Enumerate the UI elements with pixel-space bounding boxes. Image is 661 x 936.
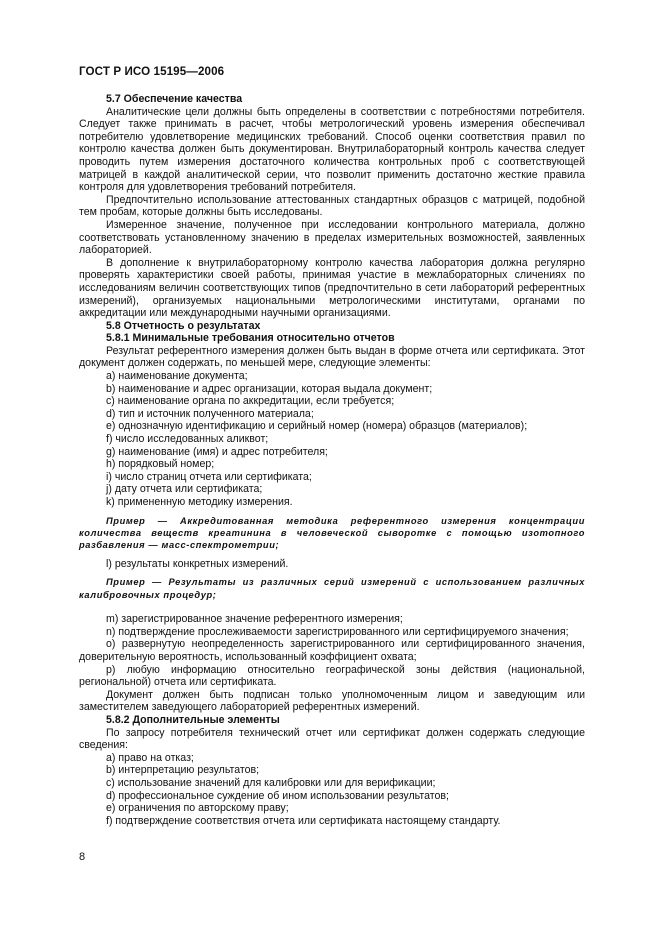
list-item: c) использование значений для калибровки или для верификации; <box>106 776 436 789</box>
example-note: Пример — Аккредитованная методика референтного измерения концентрации количества веществ креатинина в человеческой сыворотке с помощью изотопного разбавления — масс-спектрометрии; <box>79 515 585 551</box>
list-item: p) любую информацию относительно географической зоны действия (национальной, региональной) отчета или сертификата. <box>79 663 585 689</box>
list-item: a) право на отказ; <box>106 751 194 764</box>
paragraph: Предпочтительно использование аттестованных стандартных образцов с матрицей, подобной тем пробам, которые должны быть исследованы. <box>79 193 585 219</box>
list-item: o) развернутую неопределенность зарегистрированного или сертифицированного значения, доверительную вероятность, использованный коэффициент охвата; <box>79 638 585 663</box>
list-item: a) наименование документа; <box>106 370 248 383</box>
list-item: g) наименование (имя) и адрес потребителя; <box>106 445 328 458</box>
list-item: n) подтверждение прослеживаемости зарегистрированного или сертифицируемого значения; <box>106 625 569 638</box>
paragraph: Измеренное значение, полученное при исследовании контрольного материала, должно соответствовать установленному значению в пределах измерительных возможностей, заявленных лабораторией. <box>79 218 585 257</box>
section-5-8-2-heading: 5.8.2 Дополнительные элементы <box>106 713 280 726</box>
paragraph: В дополнение к внутрилабораторному контролю качества лаборатория должна регулярно проверять характеристики своей работы, принимая участие в межлабораторных сличениях по исследованиям величин соответствующих типов (предпочтительно в сети лабораторий референтных измерений), организуемых национальными метрологическими институтами, органами по аккредитации или международными научными организациями. <box>79 256 585 320</box>
paragraph: Аналитические цели должны быть определены в соответствии с потребностями потребителя. Следует также принимать в расчет, чтобы метрологический уровень измерения обеспечивал потребителю удовлетворение медицинских требований. Способ оценки соответствия правил по контролю качества должен быть документирован. Внутрилабораторный контроль качества следует проводить путем измерения достаточного количества контрольных проб с соответствующей матрицей в каждой аналитической серии, что позволит применить достаточно жесткие правила контроля для удовлетворения требований потребителя. <box>79 105 585 194</box>
paragraph: По запросу потребителя технический отчет или сертификат должен содержать следующие сведения: <box>79 726 585 752</box>
list-item: b) наименование и адрес организации, которая выдала документ; <box>106 382 433 395</box>
section-5-7-heading: 5.7 Обеспечение качества <box>106 93 243 105</box>
list-item: d) профессиональное суждение об ином использовании результатов; <box>106 789 449 802</box>
list-item: i) число страниц отчета или сертификата; <box>106 470 312 483</box>
list-item: e) ограничения по авторскому праву; <box>106 802 289 815</box>
list-item: h) порядковый номер; <box>106 458 215 471</box>
list-item: c) наименование органа по аккредитации, если требуется; <box>106 395 395 408</box>
list-item: k) примененную методику измерения. <box>106 496 293 508</box>
list-item: j) дату отчета или сертификата; <box>106 483 263 496</box>
example-note: Пример — Результаты из различных серий измерений с использованием различных калибровочных процедур; <box>79 577 585 600</box>
list-item: e) однозначную идентификацию и серийный номер (номера) образцов (материалов); <box>106 420 528 433</box>
paragraph: Результат референтного измерения должен быть выдан в форме отчета или сертификата. Этот документ должен содержать, по меньшей мере, следующие элементы: <box>79 344 585 370</box>
list-item: m) зарегистрированное значение референтного измерения; <box>106 613 403 626</box>
paragraph: Документ должен быть подписан только уполномоченным лицом и заведующим или заместителем заведующего лабораторией референтных измерений. <box>79 688 585 714</box>
section-5-8-1-heading: 5.8.1 Минимальные требования относительно отчетов <box>106 332 395 345</box>
list-item: f) подтверждение соответствия отчета или сертификата настоящему стандарту. <box>106 814 501 827</box>
list-item: b) интерпретацию результатов; <box>106 764 260 777</box>
list-item: d) тип и источник полученного материала; <box>106 407 314 420</box>
section-5-8-heading: 5.8 Отчетность о результатах <box>106 319 261 332</box>
document-header: ГОСТ Р ИСО 15195—2006 <box>79 65 225 78</box>
page-number: 8 <box>79 851 86 863</box>
list-item: l) результаты конкретных измерений. <box>106 557 289 570</box>
list-item: f) число исследованных аликвот; <box>106 433 269 446</box>
document-body <box>79 93 585 827</box>
